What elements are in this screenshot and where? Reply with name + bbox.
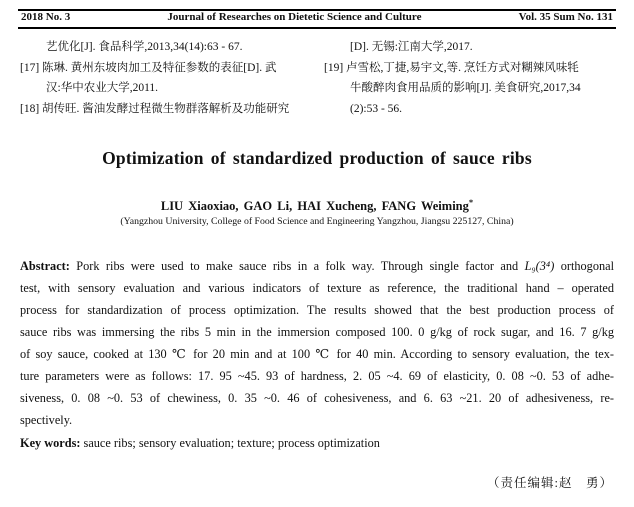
editor-note: （责任编辑:赵 勇）: [487, 476, 613, 490]
authors-line: [0, 197, 634, 214]
reference-line: 牛酸醉肉食用品质的影响[J]. 美食研究,2017,34: [350, 82, 581, 94]
header-rule-bottom: [18, 27, 616, 29]
abstract-line: [20, 255, 614, 277]
reference-line: [D]. 无锡:江南大学,2017.: [350, 41, 473, 53]
keywords-text: sauce ribs; sensory evaluation; texture; process optimization: [83, 436, 380, 450]
reference-line: 艺优化[J]. 食品科学,2013,34(14):63 - 67.: [46, 41, 243, 53]
reference-line: (2):53 - 56.: [350, 102, 403, 115]
reference-line: [19] 卢雪松,丁捷,易宇文,等. 烹饪方式对糊辣风味牦: [324, 61, 579, 74]
abstract-line: sauce ribs was immersing the ribs 5 min in the immersion composed 100. 0 g/kg of rock sugar, and 16. 7 g/kg: [20, 325, 614, 339]
reference-line: [18] 胡传旺. 酱油发酵过程微生物群落解析及功能研究: [20, 102, 290, 115]
reference-line: [17] 陈琳. 黄州东坡肉加工及特征参数的表征[D]. 武: [20, 61, 277, 74]
keywords-label: Key words:: [20, 436, 81, 450]
abstract-line: siveness, 0. 08 ~0. 53 of chewiness, 0. 35 ~0. 46 of cohesiveness, and 6. 63 ~21. 20 of adhesiveness, re-: [20, 391, 614, 405]
author-names: LIU Xiaoxiao, GAO Li, HAI Xucheng, FANG Weiming: [160, 199, 469, 214]
references-section: [20, 37, 614, 119]
orthogonal-formula: L₉(3⁴): [524, 259, 555, 273]
journal-running-head: [21, 11, 613, 24]
keywords-line: [20, 432, 614, 454]
article-title: Optimization of standardized production of sauce ribs: [102, 148, 532, 168]
reference-line: 汉:华中农业大学,2011.: [46, 82, 159, 94]
header-journal-title: Journal of Researches on Dietetic Science and Culture: [167, 11, 422, 23]
abstract-text: Pork ribs were used to make sauce ribs in a folk way. Through single factor and: [76, 259, 519, 273]
abstract-line: ture parameters were as follows: 17. 95 ~45. 93 of hardness, 2. 05 ~4. 69 of elasticity, 0. 08 ~0. 53 of adhe-: [20, 369, 614, 383]
abstract-text: orthogonal: [560, 259, 614, 273]
affiliation-line: (Yangzhou University, College of Food Science and Engineering Yangzhou, Jiangsu 225127, China): [120, 216, 514, 227]
abstract-section: [20, 255, 614, 431]
abstract-line: test, with sensory evaluation and various indicators of texture as reference, the traditional hand – operated: [20, 281, 614, 295]
header-volume: Vol. 35 Sum No. 131: [518, 11, 613, 23]
corresponding-author-mark: *: [468, 197, 474, 207]
header-issue: 2018 No. 3: [21, 11, 71, 23]
abstract-line: of soy sauce, cooked at 130 ℃ for 20 min and at 100 ℃ for 40 min. According to sensory evaluation, the tex-: [20, 347, 614, 361]
abstract-line: process for standardization of process optimization. The results showed that the best production process of: [20, 303, 614, 317]
references-left-column: [20, 37, 310, 119]
abstract-line: spectively.: [20, 413, 73, 427]
abstract-label: Abstract:: [20, 259, 70, 273]
references-right-column: [324, 37, 614, 119]
